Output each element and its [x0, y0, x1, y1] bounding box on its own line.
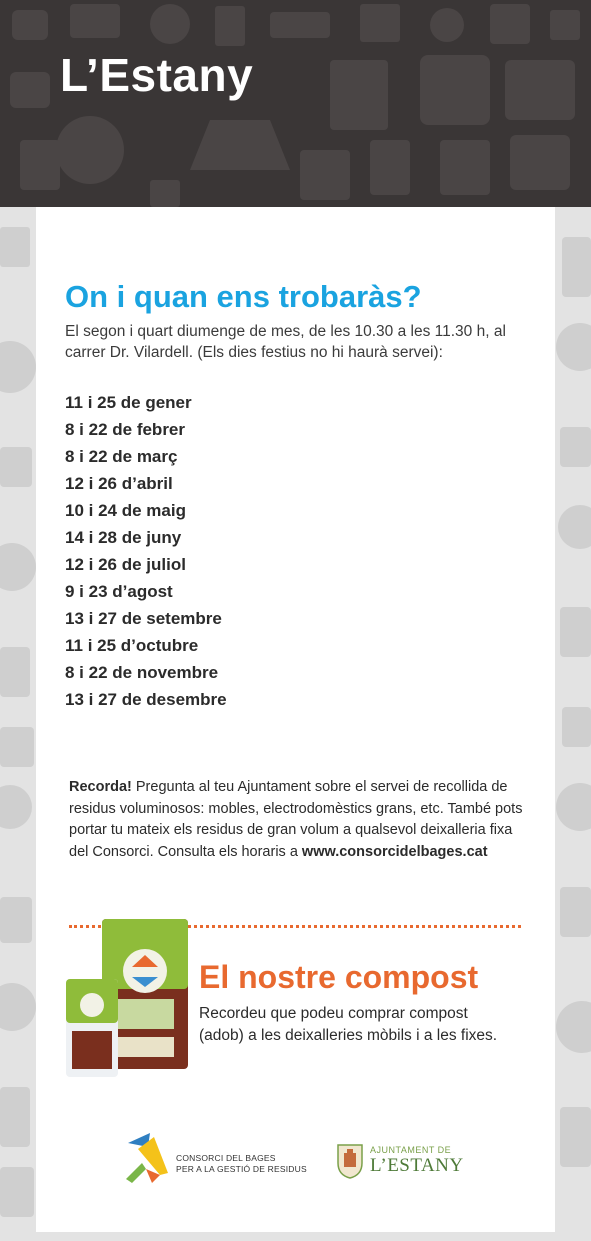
date-item: 8 i 22 de febrer [65, 420, 186, 439]
section-title: On i quan ens trobaràs? [65, 279, 422, 314]
website-link[interactable]: www.consorcidelbages.cat [301, 843, 488, 860]
date-item: 12 i 26 de juliol [65, 555, 186, 574]
header-decoration-icons [0, 0, 591, 207]
dates-list [65, 389, 227, 713]
consorci-line2: PER A LA GESTIÓ DE RESIDUS [176, 1164, 307, 1174]
reminder-text: Pregunta al teu Ajuntament sobre el servei de recollida de residus voluminosos: mobles, electrodomèstics grans, etc. També pots portar tu mateix els residus de gran volum a qualsevol deixalleria fixa del Consorci. Consulta els horaris a [69, 779, 523, 860]
consorci-logo-text [176, 1153, 307, 1175]
date-item: 14 i 28 de juny [65, 528, 182, 547]
compost-bags-image [66, 919, 196, 1079]
intro-text: El segon i quart diumenge de mes, de les 10.30 a les 11.30 h, al carrer Dr. Vilardell. (Els dies festius no hi haurà servei): [65, 323, 506, 361]
header-banner [0, 0, 591, 207]
compost-text: Recordeu que podeu comprar compost (adob) a les deixalleries mòbils i a les fixes. [199, 1005, 498, 1044]
ajuntament-line2: L’ESTANY [370, 1155, 464, 1176]
town-shield-icon [336, 1143, 364, 1179]
date-item: 11 i 25 de gener [65, 393, 192, 412]
reminder-paragraph [69, 777, 524, 863]
date-item: 10 i 24 de maig [65, 501, 186, 520]
date-item: 12 i 26 d’abril [65, 474, 173, 493]
reminder-lead: Recorda! [69, 779, 132, 795]
consorci-line1: CONSORCI DEL BAGES [176, 1153, 276, 1163]
date-item: 13 i 27 de setembre [65, 609, 222, 628]
consorci-logo-icon [124, 1129, 174, 1185]
date-item: 8 i 22 de març [65, 447, 178, 466]
date-item: 11 i 25 d’octubre [65, 636, 199, 655]
compost-title: El nostre compost [199, 959, 479, 995]
date-item: 13 i 27 de desembre [65, 690, 227, 709]
date-item: 8 i 22 de novembre [65, 663, 219, 682]
date-item: 9 i 23 d’agost [65, 582, 173, 601]
content-card [36, 207, 555, 1232]
consorci-logo [124, 1129, 307, 1185]
ajuntament-line1: AJUNTAMENT DE [370, 1145, 452, 1155]
header-title: L’Estany [60, 49, 254, 101]
ajuntament-logo [336, 1143, 476, 1183]
